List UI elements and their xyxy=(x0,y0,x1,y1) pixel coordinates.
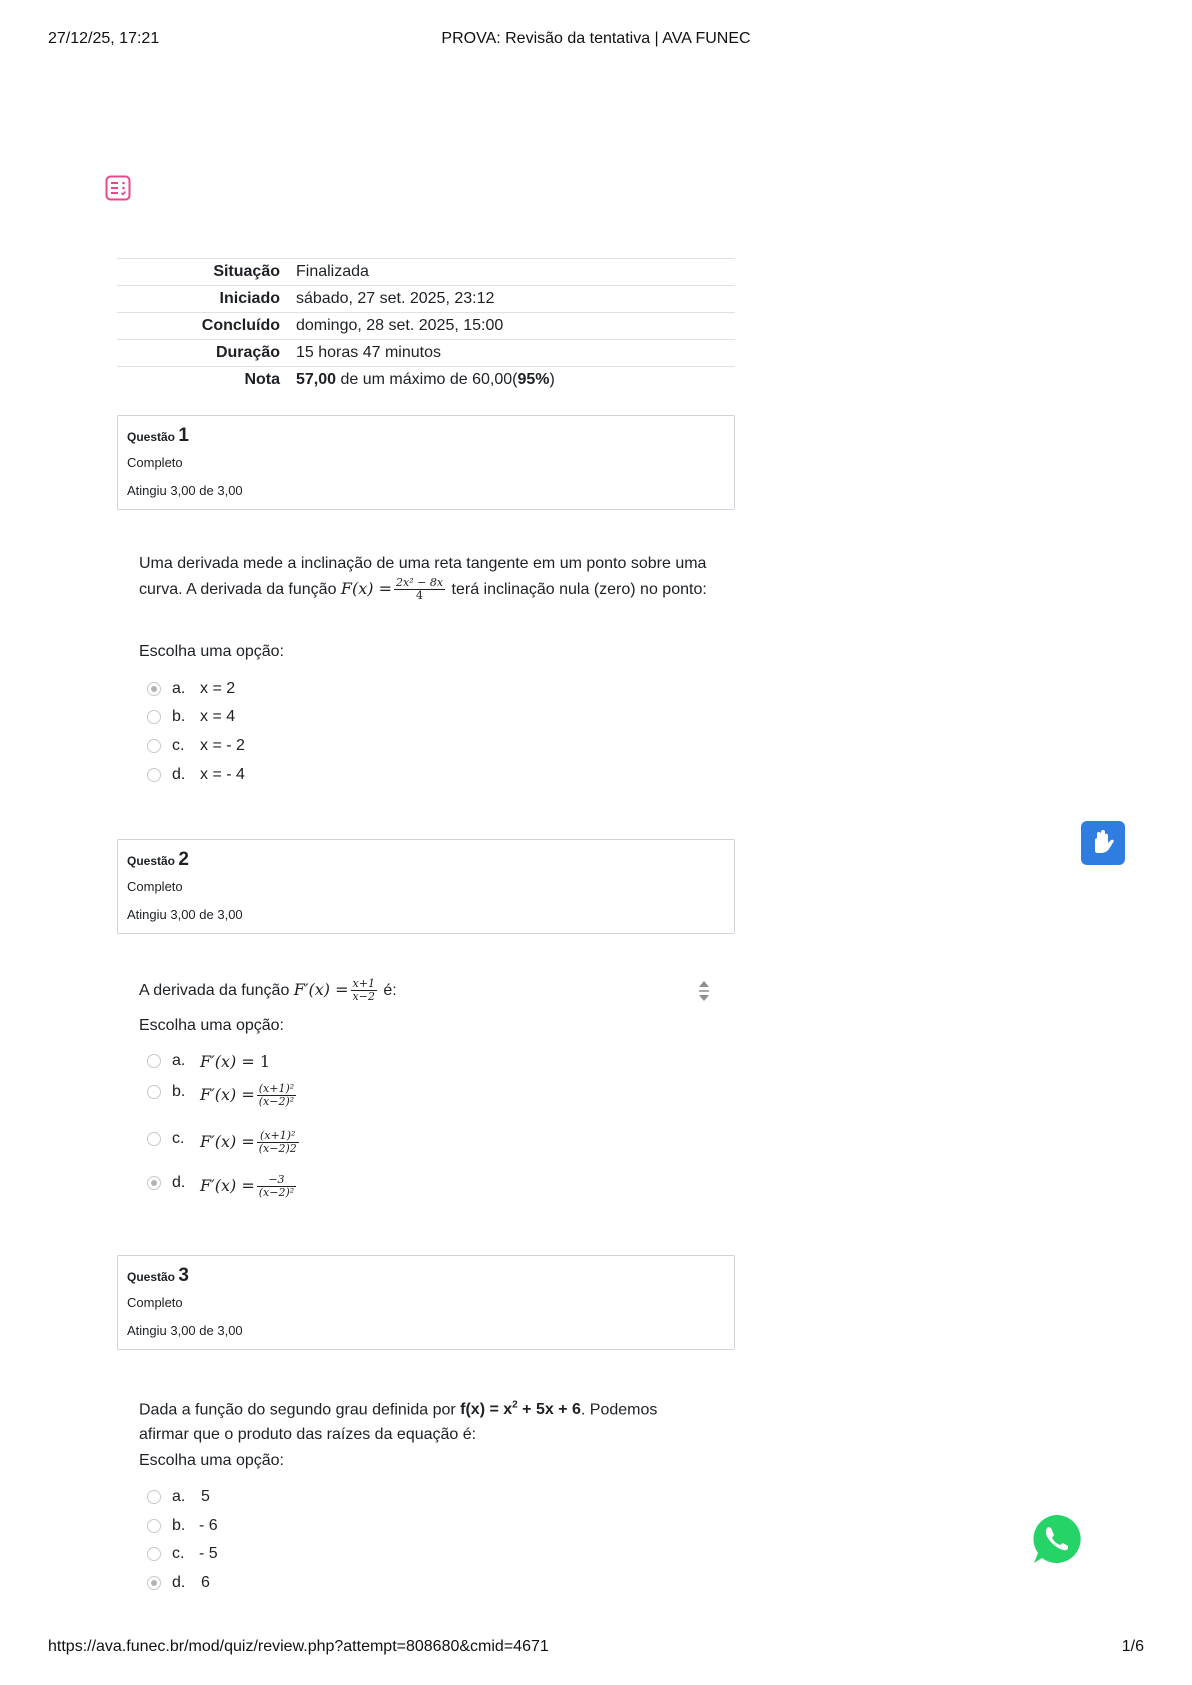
radio-button[interactable] xyxy=(147,682,161,696)
grade-percent: 95% xyxy=(517,371,550,388)
choose-option-prompt: Escolha uma opção: xyxy=(139,1017,284,1034)
summary-row-duracao xyxy=(117,340,735,367)
radio-button[interactable] xyxy=(147,768,161,782)
question-grade: Atingiu 3,00 de 3,00 xyxy=(127,483,243,498)
question-text-3: Dada a função do segundo grau definida por $f(x) = x^2 + 5x + 6$. Podemos afirmar que o produto das raízes da equação é: xyxy=(139,1400,658,1444)
summary-row-nota xyxy=(117,367,735,394)
sort-stepper-icon[interactable] xyxy=(697,978,711,1004)
sign-language-icon xyxy=(1081,821,1125,865)
question-state: Completo xyxy=(127,1295,183,1310)
summary-row-concluido xyxy=(117,313,735,340)
summary-value: 15 horas 47 minutos xyxy=(291,340,735,367)
print-header xyxy=(48,30,1144,52)
print-page-title: PROVA: Revisão da tentativa | AVA FUNEC xyxy=(441,30,751,47)
radio-button[interactable] xyxy=(147,1054,161,1068)
question-state: Completo xyxy=(127,455,183,470)
grade-close-paren: ) xyxy=(549,371,555,388)
choose-option-prompt: Escolha uma opção: xyxy=(139,1452,284,1469)
summary-value: sábado, 27 set. 2025, 23:12 xyxy=(291,286,735,313)
attempt-summary-table xyxy=(117,258,735,393)
sign-language-button[interactable] xyxy=(1081,821,1125,865)
radio-button[interactable] xyxy=(147,739,161,753)
summary-value xyxy=(291,367,735,394)
radio-button[interactable] xyxy=(147,710,161,724)
math-function: F′(x) = $\frac{x+1}{x-2}$ xyxy=(293,977,375,1003)
question-grade: Atingiu 3,00 de 3,00 xyxy=(127,907,243,922)
summary-row-iniciado xyxy=(117,286,735,313)
question-info-2 xyxy=(117,839,735,934)
summary-label: Situação xyxy=(117,259,291,286)
summary-row-situacao xyxy=(117,259,735,286)
print-footer xyxy=(48,1638,1144,1660)
quiz-list-icon xyxy=(105,175,131,201)
question-info-1 xyxy=(117,415,735,510)
choose-option-prompt: Escolha uma opção: xyxy=(139,643,284,660)
grade-score: 57,00 xyxy=(296,371,337,388)
question-info-3 xyxy=(117,1255,735,1350)
radio-button[interactable] xyxy=(147,1547,161,1561)
question-number: Questão 3 xyxy=(127,1265,189,1286)
radio-button[interactable] xyxy=(147,1519,161,1533)
summary-label: Duração xyxy=(117,340,291,367)
question-number: Questão 2 xyxy=(127,849,189,870)
summary-value: domingo, 28 set. 2025, 15:00 xyxy=(291,313,735,340)
radio-button[interactable] xyxy=(147,1490,161,1504)
print-datetime: 27/12/25, 17:21 xyxy=(48,30,160,47)
summary-label: Iniciado xyxy=(117,286,291,313)
summary-value: Finalizada xyxy=(291,259,735,286)
radio-button[interactable] xyxy=(147,1176,161,1190)
question-text-1: Uma derivada mede a inclinação de uma reta tangente em um ponto sobre uma curva. A derivada da função F(x) = $\frac{\text{2x² − 8x}}{4}$ terá inclinação nula (zero) no ponto: xyxy=(139,555,707,602)
summary-label: Nota xyxy=(117,367,291,394)
question-grade: Atingiu 3,00 de 3,00 xyxy=(127,1323,243,1338)
print-url: https://ava.funec.br/mod/quiz/review.php?attempt=808680&cmid=4671 xyxy=(48,1638,549,1655)
question-state: Completo xyxy=(127,879,183,894)
quadratic-function: $f(x) = x^2 + 5x + 6$ xyxy=(460,1400,581,1419)
print-page-number: 1/6 xyxy=(1121,1638,1144,1655)
summary-label: Concluído xyxy=(117,313,291,340)
radio-button[interactable] xyxy=(147,1085,161,1099)
question-text-2: A derivada da função F′(x) = $\frac{x+1}{x-2}$ é: xyxy=(139,977,397,1003)
radio-button[interactable] xyxy=(147,1132,161,1146)
radio-button[interactable] xyxy=(147,1576,161,1590)
math-function: F(x) = $\frac{\text{2x² − 8x}}{4}$ xyxy=(340,576,444,602)
whatsapp-icon[interactable] xyxy=(1030,1512,1084,1566)
grade-max-text: de um máximo de 60,00( xyxy=(336,371,518,388)
question-number: Questão 1 xyxy=(127,425,189,446)
